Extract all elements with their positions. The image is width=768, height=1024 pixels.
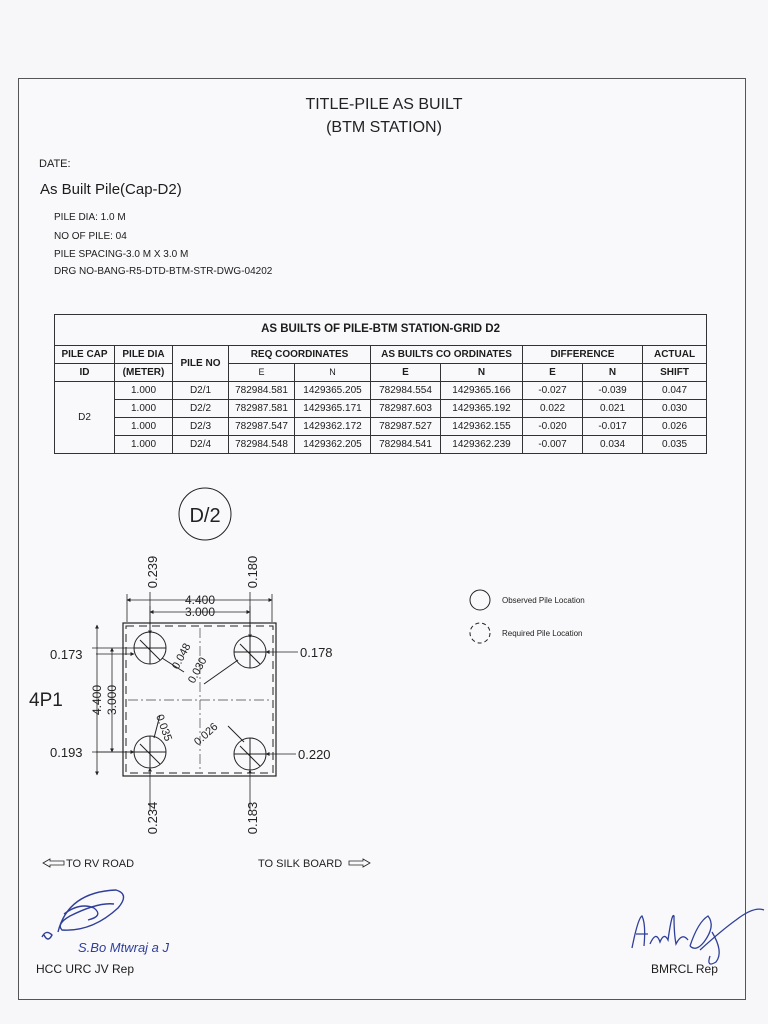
cell-dia: 1.000	[115, 418, 173, 436]
dim-inner-left: 3.000	[105, 684, 119, 716]
cell-pile-no: D2/3	[173, 418, 229, 436]
col-req-coordinates: REQ COORDINATES	[229, 346, 371, 364]
signature-right	[632, 909, 764, 964]
offset-left-bottom: 0.193	[50, 745, 83, 760]
shift-label-d2-4: 0.035	[153, 712, 174, 743]
cell-diff-n: 0.034	[583, 436, 643, 454]
dim-outer-top: 4.400	[184, 593, 216, 607]
document-subtitle: (BTM STATION)	[326, 119, 442, 136]
document-title: TITLE-PILE AS BUILT	[305, 96, 463, 113]
cell-req-e: 782984.548	[229, 436, 295, 454]
offset-bottom-right: 0.183	[245, 801, 260, 835]
col-diff-e: E	[523, 364, 583, 382]
cell-cap-id: D2	[55, 382, 115, 454]
cell-asb-e: 782987.603	[371, 400, 441, 418]
offset-bottom-left: 0.234	[145, 801, 160, 835]
dim-outer-left: 4.400	[90, 684, 104, 716]
signature-label-hcc: HCC URC JV Rep	[36, 962, 135, 976]
cell-dia: 1.000	[115, 400, 173, 418]
cell-dia: 1.000	[115, 382, 173, 400]
cell-req-e: 782984.581	[229, 382, 295, 400]
cell-req-n: 1429362.172	[295, 418, 371, 436]
cell-asb-n: 1429365.192	[441, 400, 523, 418]
pile-cap-heading: As Built Pile(Cap-D2)	[40, 181, 182, 198]
cell-diff-e: -0.007	[523, 436, 583, 454]
col-asb-n: N	[441, 364, 523, 382]
arrow-left-icon	[43, 859, 64, 867]
cell-diff-e: -0.020	[523, 418, 583, 436]
col-diff-n: N	[583, 364, 643, 382]
cell-req-n: 1429365.171	[295, 400, 371, 418]
legend-observed-label: Observed Pile Location	[502, 596, 585, 605]
cell-asb-e: 782987.527	[371, 418, 441, 436]
dim-inner-top: 3.000	[184, 605, 216, 619]
spec-pile-spacing: PILE SPACING-3.0 M X 3.0 M	[54, 249, 189, 260]
cell-req-e: 782987.581	[229, 400, 295, 418]
signature-left	[42, 890, 124, 939]
cell-shift: 0.047	[643, 382, 707, 400]
spec-pile-dia: PILE DIA: 1.0 M	[54, 212, 126, 223]
cell-req-e: 782987.547	[229, 418, 295, 436]
col-actual-shift: ACTUAL	[643, 346, 707, 364]
col-asb-e: E	[371, 364, 441, 382]
col-pile-dia-2: (METER)	[115, 364, 173, 382]
col-pile-cap-id-2: ID	[55, 364, 115, 382]
offset-right-top: 0.178	[300, 645, 333, 660]
col-req-n: N	[295, 364, 371, 382]
cell-asb-n: 1429362.155	[441, 418, 523, 436]
cell-diff-n: -0.039	[583, 382, 643, 400]
offset-top-right: 0.180	[245, 555, 260, 589]
cell-shift: 0.035	[643, 436, 707, 454]
table-caption: AS BUILTS OF PILE-BTM STATION-GRID D2	[55, 315, 707, 346]
col-pile-no: PILE NO	[173, 346, 229, 382]
cell-diff-e: 0.022	[523, 400, 583, 418]
cell-pile-no: D2/1	[173, 382, 229, 400]
cell-asb-n: 1429365.166	[441, 382, 523, 400]
cell-diff-n: -0.017	[583, 418, 643, 436]
signature-label-bmrcl: BMRCL Rep	[651, 962, 718, 976]
date-label: DATE:	[39, 158, 71, 170]
shift-label-d2-2: 0.030	[186, 655, 210, 686]
col-difference: DIFFERENCE	[523, 346, 643, 364]
cell-asb-e: 782984.554	[371, 382, 441, 400]
shift-label-d2-3: 0.026	[191, 720, 221, 749]
direction-silk-board: TO SILK BOARD	[258, 858, 343, 870]
offset-right-bottom: 0.220	[298, 747, 331, 762]
col-asbuilt-coordinates: AS BUILTS CO ORDINATES	[371, 346, 523, 364]
cell-asb-n: 1429362.239	[441, 436, 523, 454]
offset-top-left: 0.239	[145, 555, 160, 589]
col-pile-cap-id: PILE CAP	[55, 346, 115, 364]
cell-shift: 0.026	[643, 418, 707, 436]
direction-rv-road: TO RV ROAD	[66, 858, 135, 870]
cell-diff-e: -0.027	[523, 382, 583, 400]
cell-pile-no: D2/4	[173, 436, 229, 454]
legend-observed-icon	[470, 590, 490, 610]
cell-req-n: 1429365.205	[295, 382, 371, 400]
signature-left-handwriting: S.Bo Mtwraj a J	[78, 940, 170, 955]
arrow-right-icon	[349, 859, 370, 867]
legend-required-icon	[470, 623, 490, 643]
pile-cap-label: 4P1	[29, 690, 63, 711]
cell-req-n: 1429362.205	[295, 436, 371, 454]
legend-required-label: Required Pile Location	[502, 629, 583, 638]
col-req-e: E	[229, 364, 295, 382]
spec-drg-no: DRG NO-BANG-R5-DTD-BTM-STR-DWG-04202	[54, 266, 273, 277]
shift-label-d2-1: 0.048	[170, 641, 194, 672]
cell-dia: 1.000	[115, 436, 173, 454]
cell-asb-e: 782984.541	[371, 436, 441, 454]
col-actual-shift-2: SHIFT	[643, 364, 707, 382]
cell-pile-no: D2/2	[173, 400, 229, 418]
cell-shift: 0.030	[643, 400, 707, 418]
cell-diff-n: 0.021	[583, 400, 643, 418]
offset-left-top: 0.173	[50, 647, 83, 662]
grid-label: D/2	[189, 505, 221, 527]
col-pile-dia: PILE DIA	[115, 346, 173, 364]
spec-no-of-pile: NO OF PILE: 04	[54, 231, 127, 242]
